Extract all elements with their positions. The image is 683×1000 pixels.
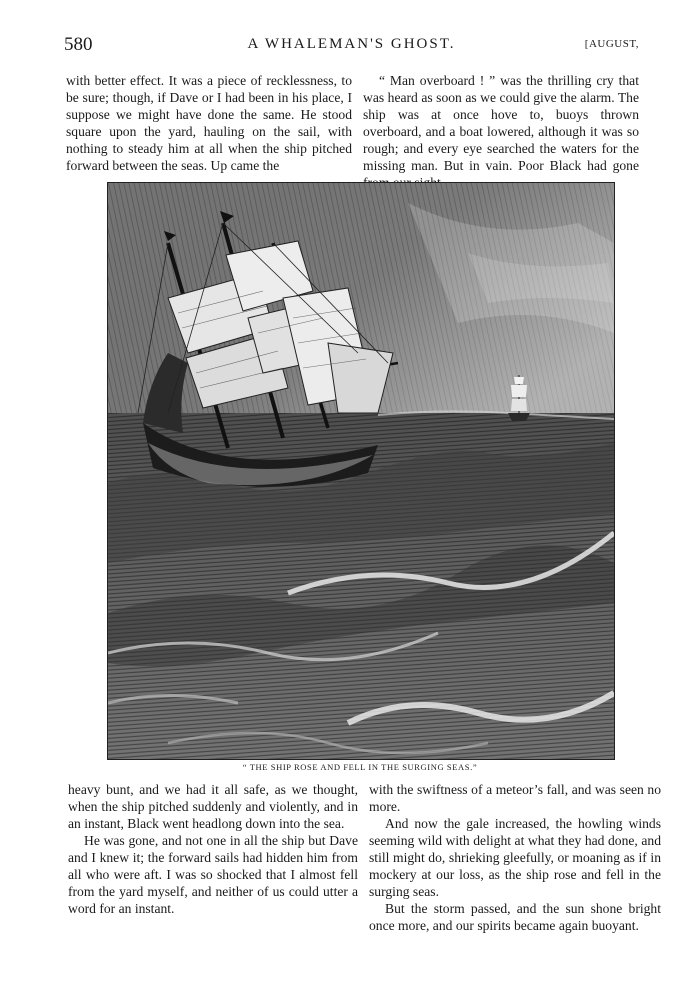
paragraph: He was gone, and not one in all the ship but Dave and I knew it; the forward sails had hidden him from all who were aft. I was so shocked that I almost fell from the yard myself, and neither of us could utter a word for an instant. (68, 833, 358, 916)
running-title: A WHALEMAN'S GHOST. (247, 36, 456, 52)
paragraph: But the storm passed, and the sun shone bright once more, and our spirits became again buoyant. (369, 901, 661, 933)
paragraph: with better effect. It was a piece of recklessness, to be sure; though, if Dave or I had been in his place, I suppose we might have done the same. He stood square upon the yard, hauling on the sail, with nothing to steady him at all when the ship pitched forward between the seas. Up came the (66, 73, 352, 173)
text-column-top-right (363, 72, 639, 191)
figure-caption: “ THE SHIP ROSE AND FELL IN THE SURGING SEAS.” (242, 762, 478, 772)
text-column-top-left (66, 72, 352, 174)
text-column-bottom-right (369, 781, 661, 934)
paragraph: “ Man overboard ! ” was the thrilling cry that was heard as soon as we could give the alarm. The ship was at once hove to, buoys thrown overboard, and a boat lowered, although it was so rough; and every eye searched the waters for the missing man. But in vain. Poor Black had gone (363, 73, 639, 173)
paragraph: heavy bunt, and we had it all safe, as we thought, when the ship pitched suddenly and violently, and in an instant, Black went headlong down into the sea. (68, 782, 358, 831)
running-header (64, 34, 639, 56)
text-column-bottom-left (68, 781, 358, 917)
paragraph: And now the gale increased, the howling winds seeming wild with delight at what they had done, and still might do, shrieking gleefully, or moaning as if in mockery at our loss, as the ship rose and fell in the surging seas. (369, 816, 661, 899)
header-month: [AUGUST, (584, 38, 639, 50)
paragraph: with the swiftness of a meteor’s fall, and was seen no more. (369, 782, 661, 814)
ship-engraving-illustration (107, 182, 615, 760)
page-number: 580 (64, 34, 93, 55)
illustration-canvas (108, 183, 614, 759)
